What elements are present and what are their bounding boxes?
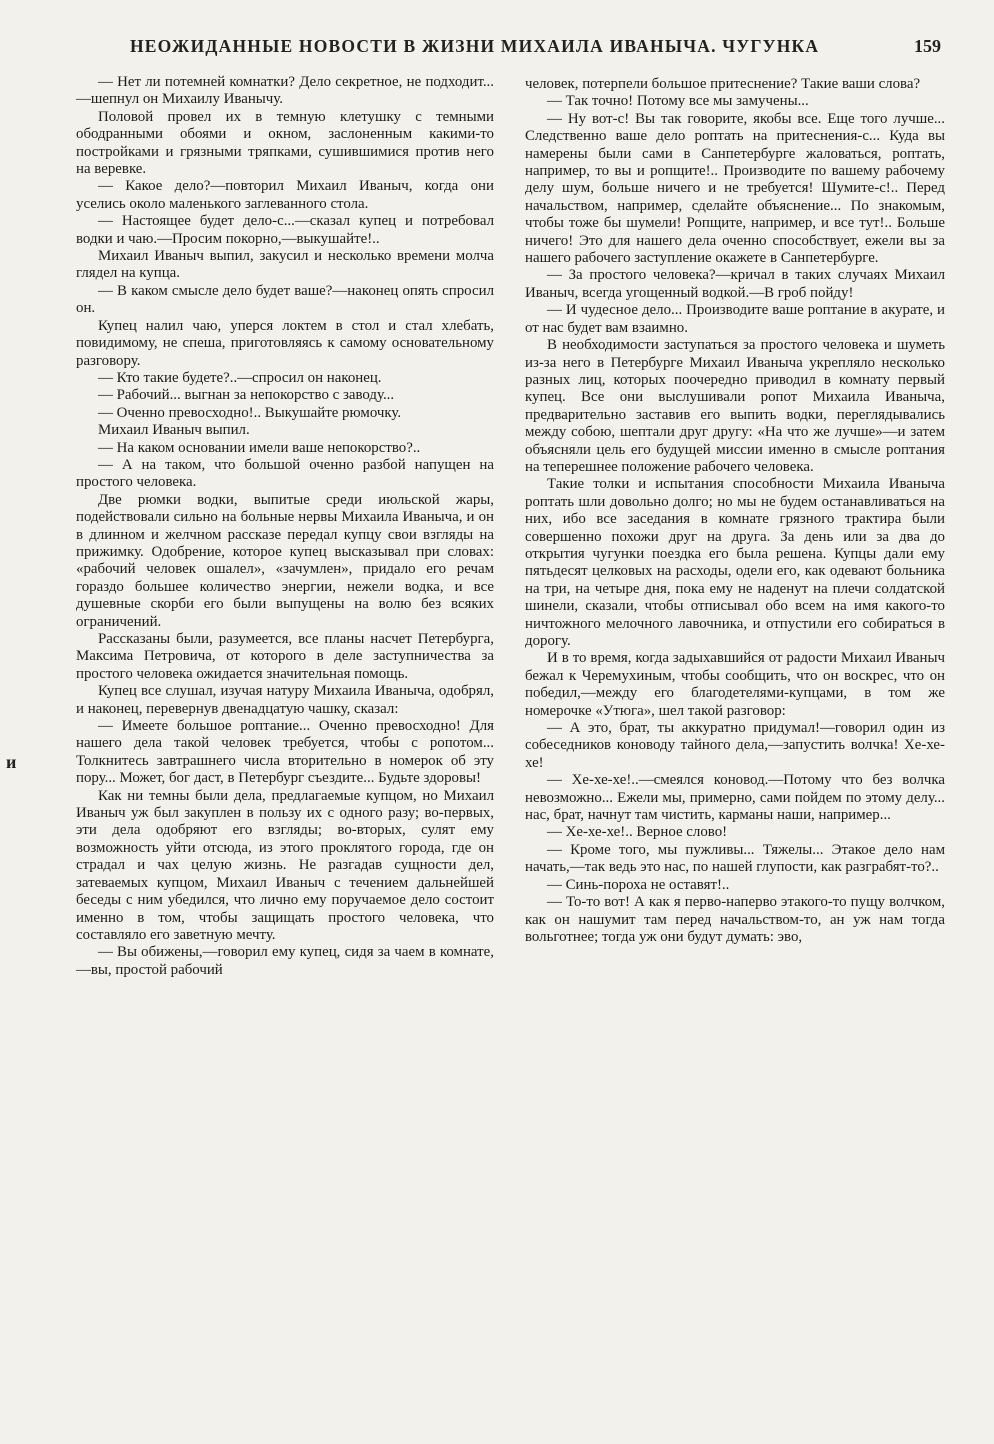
paragraph: — Так точно! Потому все мы замучены... (547, 93, 809, 110)
paragraph: Купец налил чаю, уперся локтем в стол и стал хлебать, повидимому, не спеша, приготовляясь к самому основательному разговору. (76, 317, 494, 369)
paragraph: Такие толки и испытания способности Михаила Иваныча роптать шли довольно долго; но мы не будем останавливаться на них, ибо все заседания в комнате грязного трактира были совершенно похожи друг на друга. За день или за два до открытия чугунки поездка его была решена. Купцы дали ему пятьдесят целковых на расходы, одели его, как одевают больника на три, на четыре дня, пока ему не наденут на плечи солдатской шинели, сказали, чтобы отписывал обо всем на имя какого-то ничтожного мелочного лавочника, и отпустили его собираться в дорогу. (525, 476, 945, 649)
paragraph: — Вы обижены,—говорил ему купец, сидя за чаем в комнате,—вы, простой рабочий (76, 944, 494, 978)
paragraph: — То-то вот! А как я перво-наперво этакого-то пущу волчком, как он нашумит там перед начальством-то, ан уж нам тогда вольготнее; тогда уж они будут думать: эво, (525, 894, 945, 945)
paragraph: Две рюмки водки, выпитые среди июльской жары, подействовали сильно на больные нервы Михаила Иваныча, и он в длинном и желчном рассказе передал купцу свои взгляды на прижимку. Одобрение, которое купец высказывал при словах: «рабочий человек ошалел», «зачумлен», придало его речам гораздо большее количество энергии, нежели водка, и все душевные скорби его были выпущены на волю без всяких ограничений. (76, 491, 494, 630)
paragraph: В необходимости заступаться за простого человека и шуметь из-за него в Петербурге Михаил Иваныча укрепляло несколько разных лиц, которых поочередно приводил в комнату первый купец. Все они выслушивали ропот Михаила Иваныча, предварительно заставив его выпить водки, переглядывались между собою, шептали друг другу: «На что же лучше»—и затем объясняли цель его будущей миссии именно в смысле роптания на теперешнее положение рабочего человека. (525, 337, 945, 475)
paragraph-continued: человек, потерпели большое притеснение? Такие ваши слова? (525, 76, 921, 92)
paragraph: Михаил Иваныч выпил. (98, 422, 250, 439)
paragraph: — В каком смысле дело будет ваше?—наконец опять спросил он. (76, 282, 494, 317)
margin-mark: и (6, 752, 17, 772)
paragraph: Михаил Иваныч выпил, закусил и несколько времени молча глядел на купца. (76, 248, 494, 282)
paragraph: — Имеете большое роптание... Оченно превосходно! Для нашего дела такой человек требуется, чтобы с ропотом... Толкнитесь завтрашнего числа вторительно в номерок об эту пору... Может, бог даст, в Петербург съездите... Будьте здоровы! (76, 718, 494, 787)
paragraph: Как ни темны были дела, предлагаемые купцом, но Михаил Иваныч уж был закуплен в пользу их с одного разу; во-первых, эти дела одобряют его взгляды; во-вторых, сулят ему возможность уйти отсюда, из этого проклятого города, где он страдал и чах целую жизнь. Не разгадав сущности дел, затеваемых купцом, Михаил Иваныч с течением дальнейшей беседы с ним убедился, что лично ему поручаемое дело состоит именно в том, чтобы защищать простого человека, что составляло его заветную мечту. (76, 787, 494, 943)
paragraph: И в то время, когда задыхавшийся от радости Михаил Иваныч бежал к Черемухиным, чтобы сообщить, что он воскрес, что он победил,—между его благодетелями-купцами, в том же номерочке «Утюга», шел такой разговор: (525, 650, 945, 719)
paragraph: — Нет ли потемней комнатки? Дело секретное, не подходит...—шепнул он Михаилу Иванычу. (76, 74, 494, 108)
paragraph: — Синь-пороха не оставят!.. (547, 876, 730, 893)
paragraph: — Настоящее будет дело-с...—сказал купец и потребовал водки и чаю.—Просим покорно,—выкушайте!.. (76, 213, 494, 247)
paragraph: — Оченно превосходно!.. Выкушайте рюмочку. (98, 404, 402, 421)
paragraph: Купец все слушал, изучая натуру Михаила Иваныча, одобрял, и наконец, перевернув двенадцатую чашку, сказал: (76, 683, 494, 717)
page-number: 159 (914, 36, 941, 56)
paragraph: — А это, брат, ты аккуратно придумал!—говорил один из собеседников коноводу тайного дела,—запустить волчка! Хе-хе-хе! (525, 720, 945, 771)
paragraph: — Хе-хе-хе!..—смеялся коновод.—Потому что без волчка невозможно... Ежели мы, примерно, сами пойдем по этому делу... нас, брат, начнут там чистить, карманы наши, например... (525, 772, 945, 824)
paragraph: — А на таком, что большой оченно разбой напущен на простого человека. (76, 456, 494, 491)
paragraph: Половой провел их в темную клетушку с темными ободранными обоями и окном, заслоненным какими-то постройками и грязными тряпками, сушившимися против него на веревке. (76, 108, 494, 178)
paragraph: — На каком основании имели ваше непокорство?.. (98, 439, 421, 456)
paragraph: — Хе-хе-хе!.. Верное слово! (547, 824, 728, 841)
paragraph: — Кто такие будете?..—спросил он наконец. (98, 369, 382, 386)
paragraph: — Кроме того, мы пужливы... Тяжелы... Этакое дело нам начать,—так ведь это нас, по нашей глупости, как разграбят-то?.. (525, 841, 945, 876)
running-header: НЕОЖИДАННЫЕ НОВОСТИ В ЖИЗНИ МИХАИЛА ИВАНЫЧА. ЧУГУНКА (130, 36, 820, 56)
paragraph: — За простого человека?—кричал в таких случаях Михаил Иваныч, всегда угощенный водкой.—В гроб пойду! (525, 267, 945, 301)
paragraph: Рассказаны были, разумеется, все планы насчет Петербурга, Максима Петровича, от которого в деле заступничества за простого человека ожидается значительная помощь. (76, 631, 494, 682)
paragraph: — Ну вот-с! Вы так говорите, якобы все. Еще того лучше... Следственно ваше дело роптать на притеснения-с... Куда вы намерены были сами в Санпетербурге жаловаться, роптать, например, то вы и ропщите!.. Производите по вашему рабочему делу шум, больше ничего и не требуется! Шумите-с!.. Перед начальством, например, сделайте объяснение... По знакомым, чтобы тоже бы шумели! Ропщите, например, и все тут!.. Больше ничего! Это для нашего дела оченно способствует, ежели вы за нашего рабочего заступление окажете в Санпетербурге. (525, 110, 945, 267)
left-column (76, 74, 494, 979)
paragraph: — И чудесное дело... Производите ваше роптание в акурате, и от нас будет вам взаимно. (525, 302, 945, 336)
paragraph: — Какое дело?—повторил Михаил Иваныч, когда они уселись около маленького заглеванного стола. (76, 178, 494, 212)
right-column (525, 76, 945, 946)
paragraph: — Рабочий... выгнан за непокорство с заводу... (98, 387, 395, 404)
